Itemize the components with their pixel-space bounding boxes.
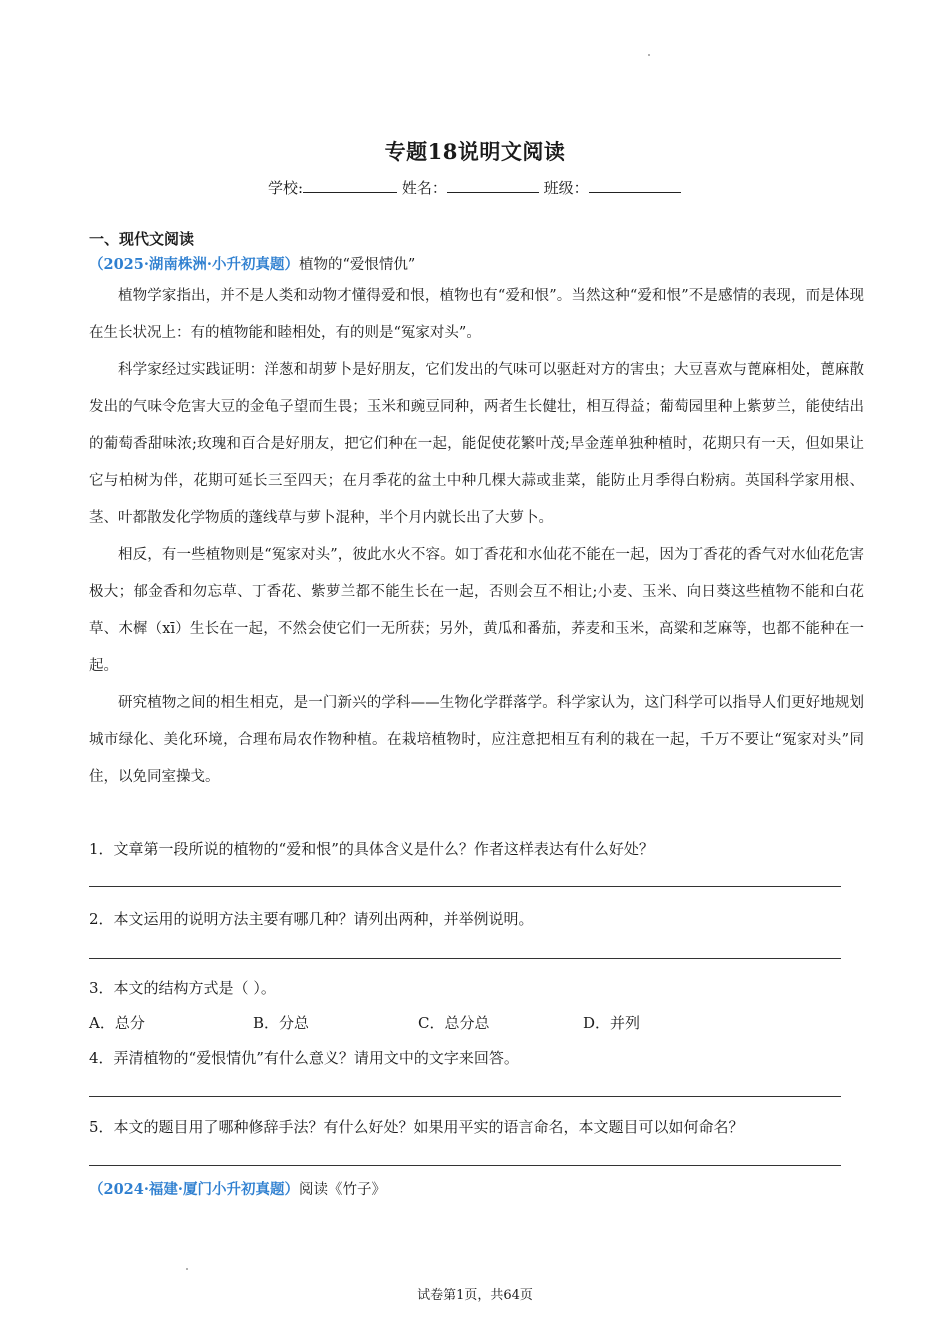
passage-paragraph: 相反，有一些植物则是“冤家对头”，彼此水火不容。如丁香花和水仙花不能在一起，因为丁香花的香气对水仙花危害极大；郁金香和勿忘草、丁香花、紫萝兰都不能生长在一起，否则会互不相让;小麦、玉米、向日葵这些植物不能和白花草、木樨（xī）生长在一起，不然会使它们一无所获；另外，黄瓜和番茄，荞麦和玉米，高粱和芝麻等，也都不能种在一起。	[89, 547, 864, 674]
student-info-line	[268, 177, 681, 198]
question-4: 4．弄清植物的“爱恨情仇”有什么意义？请用文中的文字来回答。	[89, 1049, 519, 1067]
passage2-source-line	[89, 1178, 386, 1199]
page-title: 专题18说明文阅读	[384, 139, 566, 164]
answer-line-1[interactable]	[89, 886, 841, 887]
school-label: 学校:	[268, 179, 304, 197]
passage-source-line	[89, 253, 415, 274]
scan-dot	[186, 1268, 188, 1270]
question-5: 5．本文的题目用了哪种修辞手法？有什么好处？如果用平实的语言命名，本文题目可以如何命名？	[89, 1118, 744, 1136]
answer-line-5[interactable]	[89, 1165, 841, 1166]
question-1: 1．文章第一段所说的植物的“爱和恨”的具体含义是什么？作者这样表达有什么好处？	[89, 840, 654, 858]
passage-title: 植物的“爱恨情仇”	[298, 257, 416, 273]
source-tag: （2024·福建·厦门小升初真题）	[89, 1181, 299, 1198]
passage2-title: 阅读《竹子》	[298, 1182, 386, 1198]
option-b[interactable]: B．分总	[253, 1014, 310, 1032]
school-field[interactable]	[303, 178, 397, 193]
passage-paragraph: 植物学家指出，并不是人类和动物才懂得爱和恨，植物也有“爱和恨”。当然这种“爱和恨”不是感情的表现，而是体现在生长状况上：有的植物能和睦相处，有的则是“冤家对头”。	[89, 288, 864, 341]
passage-body	[89, 278, 864, 796]
source-tag: （2025·湖南株洲·小升初真题）	[89, 256, 299, 273]
passage-paragraph: 研究植物之间的相生相克，是一门新兴的学科——生物化学群落学。科学家认为，这门科学可以指导人们更好地规划城市绿化、美化环境，合理布局农作物种植。在栽培植物时，应注意把相互有利的栽在一起，千万不要让“冤家对头”同住，以免同室操戈。	[89, 695, 864, 785]
question-3: 3．本文的结构方式是（ ）。	[89, 979, 276, 997]
class-field[interactable]	[589, 178, 681, 193]
option-d[interactable]: D．并列	[583, 1014, 641, 1032]
scan-dot	[648, 54, 650, 56]
section-heading: 一、现代文阅读	[89, 230, 195, 248]
name-field[interactable]	[447, 178, 539, 193]
answer-line-2[interactable]	[89, 958, 841, 959]
option-a[interactable]: A．总分	[89, 1014, 145, 1032]
answer-line-4[interactable]	[89, 1096, 841, 1097]
passage-paragraph: 科学家经过实践证明：洋葱和胡萝卜是好朋友，它们发出的气味可以驱赶对方的害虫；大豆喜欢与蓖麻相处，蓖麻散发出的气味令危害大豆的金龟子望而生畏；玉米和豌豆同种，两者生长健壮，相互得益；葡萄园里种上紫萝兰，能使结出的葡萄香甜味浓;玫瑰和百合是好朋友，把它们种在一起，能促使花繁叶茂;旱金莲单独种植时，花期只有一天，但如果让它与柏树为伴，花期可延长三至四天；在月季花的盆土中种几棵大蒜或韭菜，能防止月季得白粉病。英国科学家用根、茎、叶都散发化学物质的蓬线草与萝卜混种，半个月内就长出了大萝卜。	[89, 362, 864, 526]
name-label: 姓名：	[401, 179, 447, 197]
question-2: 2．本文运用的说明方法主要有哪几种？请列出两种，并举例说明。	[89, 910, 534, 928]
option-c[interactable]: C．总分总	[418, 1014, 490, 1032]
page-footer: 试卷第1页，共64页	[417, 1288, 533, 1303]
class-label: 班级：	[543, 179, 589, 197]
